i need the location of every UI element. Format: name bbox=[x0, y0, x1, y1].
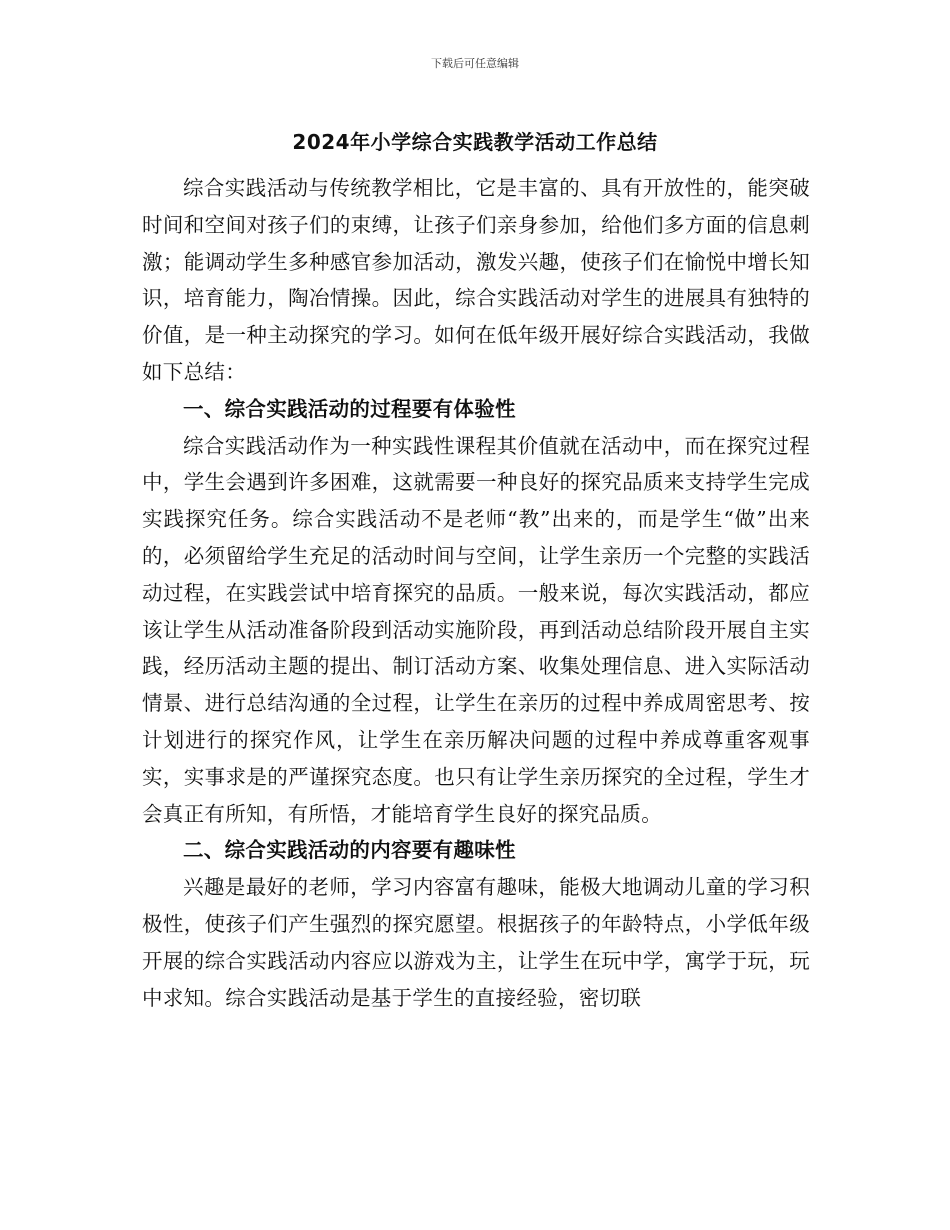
section-2-paragraph: 兴趣是最好的老师，学习内容富有趣味，能极大地调动儿童的学习积极性，使孩子们产生强烈的探究愿望。根据孩子的年龄特点，小学低年级开展的综合实践活动内容应以游戏为主，让学生在玩中学，寓学于玩，玩中求知。综合实践活动是基于学生的直接经验，密切联 bbox=[142, 875, 810, 1010]
document-title: 2024年小学综合实践教学活动工作总结 bbox=[292, 130, 658, 154]
intro-paragraph: 综合实践活动与传统教学相比，它是丰富的、具有开放性的，能突破时间和空间对孩子们的束缚，让孩子们亲身参加，给他们多方面的信息刺激；能调动学生多种感官参加活动，激发兴趣，使孩子们在愉悦中增长知识，培育能力，陶冶情操。因此，综合实践活动对学生的进展具有独特的价值，是一种主动探究的学习。如何在低年级开展好综合实践活动，我做如下总结： bbox=[142, 176, 810, 384]
header-note: 下载后可任意编辑 bbox=[431, 57, 519, 70]
section-1-paragraph: 综合实践活动作为一种实践性课程其价值就在活动中，而在探究过程中，学生会遇到许多困难，这就需要一种良好的探究品质来支持学生完成实践探究任务。综合实践活动不是老师“教”出来的，而是学生“做”出来的，必须留给学生充足的活动时间与空间，让学生亲历一个完整的实践活动过程，在实践尝试中培育探究的品质。一般来说，每次实践活动，都应该让学生从活动准备阶段到活动实施阶段，再到活动总结阶段开展自主实践，经历活动主题的提出、制订活动方案、收集处理信息、进入实际活动情景、进行总结沟通的全过程，让学生在亲历的过程中养成周密思考、按计划进行的探究作风，让学生在亲历解决问题的过程中养成尊重客观事实，实事求是的严谨探究态度。也只有让学生亲历探究的全过程，学生才会真正有所知，有所悟，才能培育学生良好的探究品质。 bbox=[142, 433, 810, 826]
section-heading-2: 二、综合实践活动的内容要有趣味性 bbox=[183, 838, 516, 863]
section-heading-1: 一、综合实践活动的过程要有体验性 bbox=[183, 396, 516, 421]
document-body bbox=[142, 170, 810, 1016]
